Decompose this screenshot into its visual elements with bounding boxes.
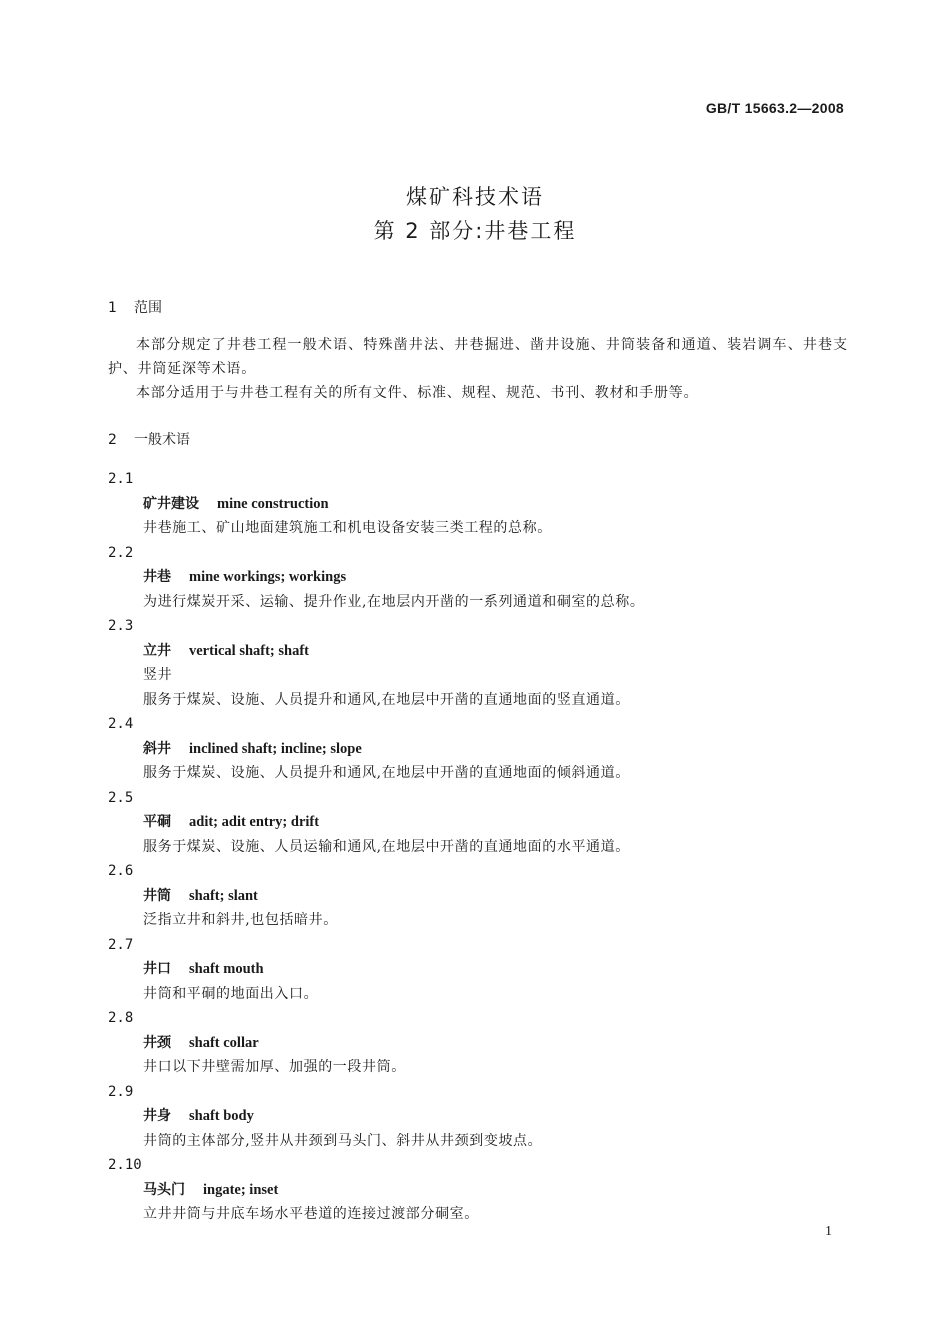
- term-entry: [108, 467, 848, 541]
- scope-paragraph-1: 本部分规定了井巷工程一般术语、特殊凿井法、井巷掘进、凿井设施、井筒装备和通道、装岩调车、井巷支护、井筒延深等术语。: [108, 337, 848, 377]
- term-chinese: 井筒: [143, 887, 171, 904]
- scope-paragraph-2: 本部分适用于与井巷工程有关的所有文件、标准、规程、规范、书刊、教材和手册等。: [136, 385, 699, 401]
- title-line-2: 第 2 部分:井巷工程: [373, 219, 577, 243]
- term-chinese: 井颈: [143, 1034, 171, 1051]
- term-entry: [108, 933, 848, 1007]
- term-entry: [108, 1080, 848, 1154]
- term-definition: 井筒和平硐的地面出入口。: [143, 985, 319, 1002]
- term-entry: [108, 1006, 848, 1080]
- term-english: adit; adit entry; drift: [189, 814, 320, 830]
- section-heading-general-terms: [108, 427, 848, 453]
- term-heading: [108, 639, 848, 664]
- document-title: [0, 180, 950, 248]
- term-english: mine workings; workings: [189, 569, 347, 585]
- term-definition: 井巷施工、矿山地面建筑施工和机电设备安装三类工程的总称。: [143, 520, 552, 536]
- term-heading: [108, 1104, 848, 1129]
- term-heading: [108, 810, 848, 835]
- section-number: 1: [108, 300, 117, 316]
- term-definition: 井筒的主体部分,竖井从井颈到马头门、斜井从井颈到变坡点。: [143, 1132, 543, 1149]
- term-number: 2.2: [108, 544, 134, 561]
- term-english: shaft mouth: [189, 961, 264, 977]
- term-english: shaft collar: [189, 1034, 259, 1051]
- term-heading: [108, 957, 848, 982]
- term-entry: [108, 614, 848, 712]
- document-body: [108, 295, 848, 1227]
- term-english: inclined shaft; incline; slope: [189, 740, 362, 757]
- page-number: 1: [825, 1224, 832, 1239]
- term-heading: [108, 1031, 848, 1056]
- term-heading: [108, 565, 848, 590]
- term-english: shaft; slant: [189, 887, 258, 904]
- term-entry: [108, 859, 848, 933]
- section-title: 范围: [134, 300, 162, 316]
- term-number: 2.8: [108, 1010, 134, 1026]
- term-chinese: 井巷: [143, 569, 171, 585]
- term-chinese: 立井: [143, 642, 171, 659]
- term-number: 2.9: [108, 1083, 134, 1100]
- term-english: ingate; inset: [203, 1181, 279, 1198]
- term-chinese: 矿井建设: [143, 495, 199, 512]
- term-list: [108, 467, 848, 1227]
- term-entry: [108, 786, 848, 860]
- term-heading: [108, 1178, 848, 1203]
- term-number: 2.6: [108, 863, 134, 879]
- title-line-1: 煤矿科技术语: [406, 185, 544, 209]
- term-entry: [108, 1153, 848, 1227]
- term-definition: 泛指立井和斜井,也包括暗井。: [143, 912, 338, 928]
- term-number: 2.4: [108, 716, 134, 732]
- term-chinese: 井口: [143, 961, 171, 977]
- term-english: shaft body: [189, 1108, 254, 1124]
- term-chinese: 马头门: [143, 1181, 185, 1198]
- term-entry: [108, 541, 848, 615]
- term-number: 2.10: [108, 1157, 142, 1173]
- term-chinese: 斜井: [143, 740, 171, 757]
- term-definition: 服务于煤炭、设施、人员提升和通风,在地层中开凿的直通地面的竖直通道。: [143, 691, 630, 708]
- term-definition: 服务于煤炭、设施、人员提升和通风,在地层中开凿的直通地面的倾斜通道。: [143, 765, 630, 781]
- term-number: 2.3: [108, 618, 134, 634]
- term-chinese: 平硐: [143, 814, 171, 830]
- term-heading: [108, 492, 848, 517]
- term-chinese: 井身: [143, 1108, 171, 1124]
- term-definition: 竖井: [143, 667, 173, 683]
- section-heading-scope: [108, 295, 848, 321]
- section-number: 2: [108, 432, 117, 448]
- term-entry: [108, 712, 848, 786]
- term-english: vertical shaft; shaft: [189, 642, 310, 659]
- term-number: 2.5: [108, 789, 134, 806]
- standard-code: GB/T 15663.2—2008: [705, 100, 844, 116]
- term-number: 2.1: [108, 471, 134, 487]
- term-heading: [108, 737, 848, 762]
- section-title: 一般术语: [134, 432, 190, 448]
- term-definition: 井口以下井壁需加厚、加强的一段井筒。: [143, 1059, 406, 1075]
- term-english: mine construction: [217, 495, 329, 512]
- term-number: 2.7: [108, 936, 134, 953]
- term-definition: 服务于煤炭、设施、人员运输和通风,在地层中开凿的直通地面的水平通道。: [143, 838, 630, 855]
- term-definition: 为进行煤炭开采、运输、提升作业,在地层内开凿的一系列通道和硐室的总称。: [143, 593, 645, 610]
- term-heading: [108, 884, 848, 909]
- term-definition: 立井井筒与井底车场水平巷道的连接过渡部分硐室。: [143, 1206, 479, 1222]
